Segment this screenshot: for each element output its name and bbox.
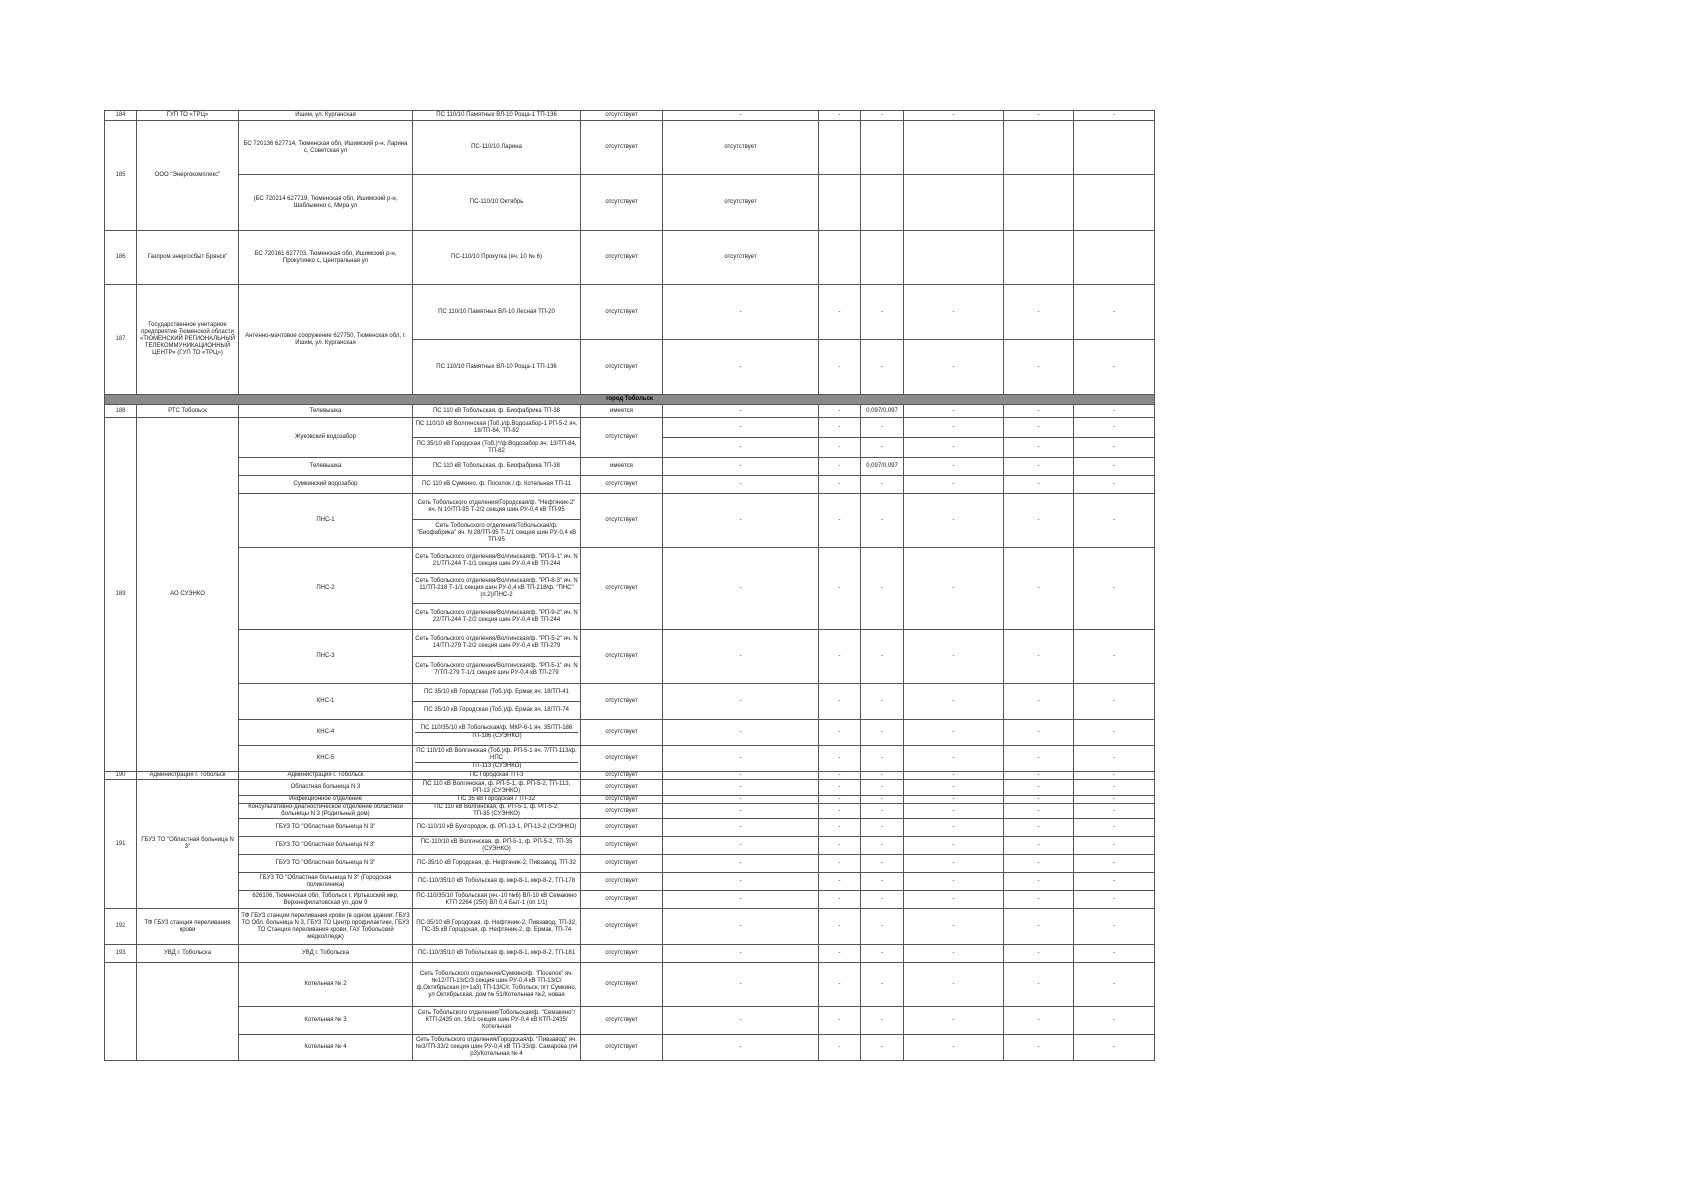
table-row: ПС 35/10 кВ Городская (Тоб.)*/ф.Водозабор яч. 13/ТП-84, ТП-82 - - - - - - xyxy=(105,438,1155,458)
table-row: 191 ГБУЗ ТО "Областная больница N 3" Областная больница N 3 ПС 110 кВ Волгинская, ф. РП-5-1, ф. РП-5-2, ТП-113, РП-13 (СУЭНКО) отсутствует - - - - - - xyxy=(105,780,1155,796)
table-row: КНС-5 ПС 110/10 кВ Волгинская (Тоб.)/ф. РП-5-1 яч. 7/ТП-113/ф. НПС ТП-113 (СУЭНКО) отсутствует - - - - - - xyxy=(105,746,1155,772)
table-row: 185 ООО "Энергокомплекс" БС 720136 627714, Тюменская обл, Ишимский р-н, Ларина с, Советская ул ПС-110/10 Ларина отсутствует отсутствует xyxy=(105,121,1155,175)
table-row: Сеть Тобольского отделения/Волгинская/ф. "РП-8-3" яч. N 11/ТП-218 Т-1/1 секция шин РУ-0,4 кВ ТП-218/ф. "ПНС" (п.2)/ПНС-2 xyxy=(105,574,1155,604)
table-row: Котельная № 4 Сеть Тобольского отделения/Городская/ф. "Пивзавод" яч. №3/ТП-33/2 секция шин РУ-0,4 кВ ТП-33/ф. Самарова (п4 р3)/Котельная № 4 отсутствует - - - - - - xyxy=(105,1035,1155,1061)
table-row: КНС-4 ПС 110/35/10 кВ Тобольская/ф. МКР-6-1 яч. 35/ТП-186 ТП-186 (СУЭНКО) отсутствует - - - - - - xyxy=(105,720,1155,746)
table-row: Телевышка ПС 110 кВ Тобольская, ф. Биофабрика ТП-38 имеется - - 0,097/0,097 - - - xyxy=(105,458,1155,476)
table-row: Сеть Тобольского отделения/Волгинская/ф. "РП-9-2" яч. N 22/ТП-244 Т-2/2 секция шин РУ-0,4 кВ ТП-244 xyxy=(105,604,1155,630)
table-row: Сеть Тобольского отделения/Волгинская/ф. "РП-5-1" яч. N 7/ТП-279 Т-1/1 секция шин РУ-0,4 кВ ТП-279 xyxy=(105,657,1155,684)
table-row: ГБУЗ ТО "Областная больница N 3" ПС-35/10 кВ Городская, ф. Нефтяник-2, Пивзавод, ТП-32 отсутствует - - - - - - xyxy=(105,855,1155,873)
table-row: Сумкинский водозабор ПС 110 кВ Сумкино, ф. Поселок / ф. Котельная ТП-11 отсутствует - - - - - - xyxy=(105,476,1155,494)
table-row: ПНС-3 Сеть Тобольского отделения/Волгинская/ф. "РП-5-2" яч. N 14/ТП-279 Т-2/2 секция шин РУ-0,4 кВ ТП-279 отсутствует - - - - - - xyxy=(105,630,1155,657)
table-row: ПС 110/10 Памятных ВЛ-10 Роща-1 ТП-136 отсутствует - - - - - - xyxy=(105,340,1155,395)
table-row: Инфекционное отделение ПС 35 кВ Городская / ТП-32 отсутствует - - - - - - xyxy=(105,796,1155,804)
table-row: 186 Газпром энергосбыт Брянск" БС 720161 627703, Тюменская обл, Ишимский р-н, Прокутинко с, Центральная ул ПС-110/10 Прокутка (яч. 10 № 6) отсутствует отсутствует xyxy=(105,231,1155,285)
table-row: Консультативно-диагностическое отделение областной больницы N 3 (Родильный дом) ПС 110 кВ Волгинская, ф. РП-5-1, ф. РП-5-2, ТП-35 (СУЭНКО) отсутствует - - - - - - xyxy=(105,804,1155,819)
table-row: ПС 35/10 кВ Городская (Тоб.)/ф. Ермак яч. 18/ТП-74 xyxy=(105,702,1155,720)
table-row: 626106, Тюменская обл, Тобольск г, Иртышский мкр, Верхнефилатовская ул, дом 9 ПС-110/35/10 Тобольская (яч.-10 №6) ВЛ-10 кВ Семакино КТП 2264 (250) ВЛ 0,4 Быт-1 (оп 1/1) отсутствует - - - - - - xyxy=(105,891,1155,909)
data-sheet xyxy=(104,110,1154,1061)
table-row: ГБУЗ ТО "Областная больница N 3" ПС-110/10 кВ Бухгородок, ф. РП-13-1, РП-13-2 (СУЭНКО) отсутствует - - - - - - xyxy=(105,819,1155,837)
table-row: 184 ГУП ТО «ТРЦ» Ишим, ул. Курганская ПС 110/10 Памятных ВЛ-10 Роща-1 ТП-136 отсутствует - - - - - - xyxy=(105,111,1155,121)
substation-table xyxy=(104,110,1155,1061)
table-row: (БС 720214 627719, Тюменская обл, Ишимский р-н, Шаблыкино с, Мира ул ПС-110/10 Октябрь отсутствует отсутствует xyxy=(105,175,1155,231)
table-row: 189 АО СУЭНКО Жуковский водозабор ПС 110/10 кВ Волгинская (Тоб.)/ф.Водозабор-1 РП-5-2 яч. 18/ТП-84, ТП-82 отсутствует - - - - - - xyxy=(105,418,1155,438)
table-row: 192 ТФ ГБУЗ станция переливания крови ТФ ГБУЗ станции переливания крови (в одном здании: ГБУЗ ТО Обл. больница N 3, ГБУЗ ТО Центр профилактики, ГБУЗ ТО Станция переливания крови, ГАУ Тобольский медколледж) ПС-35/10 кВ Городская, ф. Нефтяник-2, Пивзавод, ТП-32, ПС-35 кВ Городская, ф. Нефтяник-2, ф. Ермак, ТП-74 отсутствует - - - - - - xyxy=(105,909,1155,945)
table-row: ГБУЗ ТО "Областная больница N 3" (Городская поликлиника) ПС-110/35/10 кВ Тобольская ф. мкр-8-1, мкр-8-2, ТП-178 отсутствует - - - - - - xyxy=(105,873,1155,891)
table-row: КНС-1 ПС 35/10 кВ Городская (Тоб.)/ф. Ермак яч. 18/ТП-41 отсутствует - - - - - - xyxy=(105,684,1155,702)
table-row: 190 Администрация г. Тобольск Администрация г. Тобольск ПС Городская ТП-3 отсутствует - - - - - - xyxy=(105,772,1155,780)
table-row: 193 УВД г. Тобольска УВД г. Тобольска ПС-110/35/10 кВ Тобольская ф. мкр-8-1, мкр-8-2, ТП-181 отсутствует - - - - - - xyxy=(105,945,1155,963)
section-header: город Тобольск xyxy=(105,395,1155,405)
table-row: Сеть Тобольского отделения/Тобольская/ф. "Биофабрика" яч. N 28/ТП-95 Т-1/1 секция шин РУ-0,4 кВ ТП-95 xyxy=(105,520,1155,548)
table-row: ГБУЗ ТО "Областная больница N 3" ПС-110/10 кВ Волгинская, ф. РП-5-1, ф. РП-5-2, ТП-35 (СУЭНКО) отсутствует - - - - - - xyxy=(105,837,1155,855)
table-row: Котельная № 3 Сеть Тобольского отделения/Тобольская/ф. "Семакино"/КТП-2435 оп. 16/1 секция шин РУ-0,4 кВ КТП-2435/Котельная отсутствует - - - - - - xyxy=(105,1007,1155,1035)
table-row: ПНС-2 Сеть Тобольского отделения/Волгинская/ф. "РП-9-1" яч. N 21/ТП-244 Т-1/1 секция шин РУ-0,4 кВ ТП-244 отсутствует - - - - - - xyxy=(105,548,1155,574)
table-row: 187 Государственное унитарное предприятие Тюменской области «ТЮМЕНСКИЙ РЕГИОНАЛЬНЫЙ ТЕЛЕКОММУНИКАЦИОННЫЙ ЦЕНТР» (ГУП ТО «ТРЦ») Антенно-мачтовое сооружение 627750, Тюменская обл, г. Ишим, ул. Курганская ПС 110/10 Памятных ВЛ-10 Лесная ТП-20 отсутствует - - - - - - xyxy=(105,285,1155,340)
table-row: Котельная № 2 Сеть Тобольского отделения/Сумкино/ф. "Поселок" яч. №12/ТП-13/С/3 секция шин РУ-0,4 кВ ТП-13/С/ф.Октябрьская (п+1а3) ТП-13/С/г. Тобольск, пгт Сумкино, ул Октябрьская, дом № 51/Котельная №2, новая отсутствует - - - - - - xyxy=(105,963,1155,1007)
table-row: ПНС-1 Сеть Тобольского отделения/Городская/ф. "Нефтяник-2" яч. N 10/ТП-95 Т-2/2 секция шин РУ-0,4 кВ ТП-95 отсутствует - - - - - - xyxy=(105,494,1155,520)
table-row: 188 РТС Тобольск Телевышка ПС 110 кВ Тобольская, ф. Биофабрика ТП-38 имеется - - 0,097/0,097 - - - xyxy=(105,405,1155,418)
